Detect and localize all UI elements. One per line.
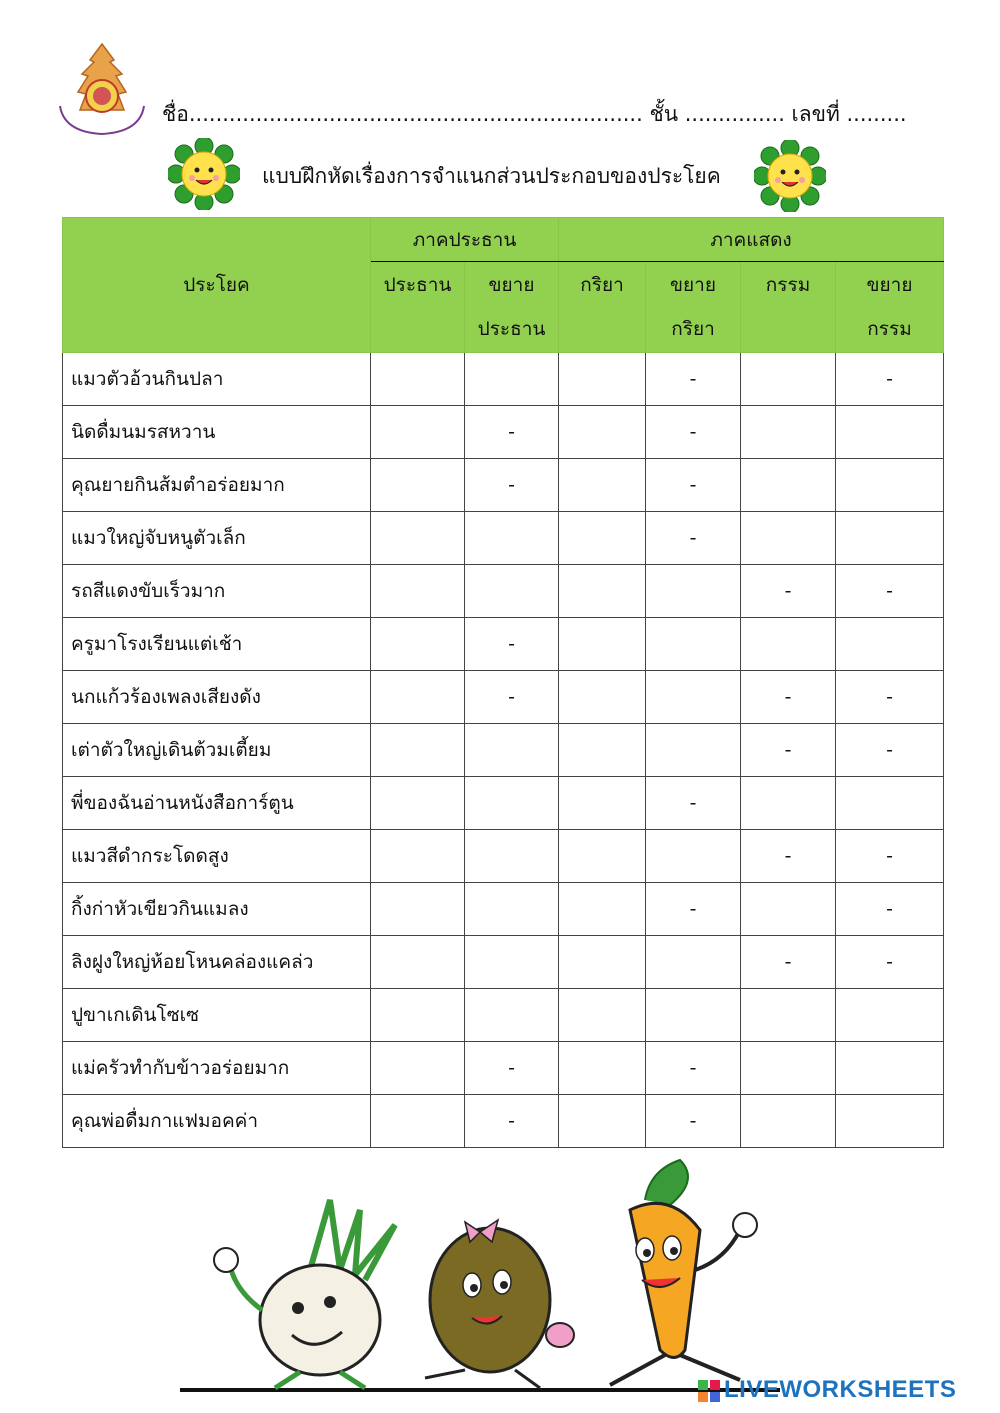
answer-cell[interactable] <box>741 406 836 459</box>
header-sub-column <box>465 262 559 353</box>
answer-cell[interactable] <box>646 565 741 618</box>
answer-cell[interactable] <box>371 724 465 777</box>
answer-cell[interactable] <box>371 618 465 671</box>
answer-cell[interactable] <box>465 724 559 777</box>
table-row <box>63 671 944 724</box>
answer-cell[interactable] <box>646 989 741 1042</box>
answer-cell[interactable] <box>465 565 559 618</box>
answer-cell[interactable] <box>836 1095 944 1148</box>
header-sub-column <box>836 262 944 353</box>
table-row <box>63 830 944 883</box>
answer-cell[interactable] <box>836 989 944 1042</box>
answer-cell[interactable] <box>559 459 646 512</box>
answer-cell[interactable] <box>371 406 465 459</box>
header-sub-column <box>559 262 646 353</box>
answer-cell[interactable] <box>836 1042 944 1095</box>
table-row <box>63 406 944 459</box>
sentence-cell: นกแก้วร้องเพลงเสียงดัง <box>63 671 371 724</box>
answer-cell[interactable] <box>741 512 836 565</box>
sentence-cell: พี่ของฉันอ่านหนังสือการ์ตูน <box>63 777 371 830</box>
answer-cell[interactable]: - <box>741 830 836 883</box>
answer-cell[interactable]: - <box>741 565 836 618</box>
answer-cell[interactable] <box>465 353 559 406</box>
answer-cell[interactable] <box>741 459 836 512</box>
answer-cell[interactable] <box>371 883 465 936</box>
header-sub-label: ประธาน <box>477 318 546 340</box>
answer-cell[interactable]: - <box>836 724 944 777</box>
answer-cell[interactable] <box>371 512 465 565</box>
header-sub-label: ขยาย <box>866 274 913 296</box>
answer-cell[interactable] <box>559 777 646 830</box>
sentence-cell: แมวตัวอ้วนกินปลา <box>63 353 371 406</box>
answer-cell[interactable] <box>371 671 465 724</box>
answer-cell[interactable]: - <box>836 883 944 936</box>
answer-cell[interactable] <box>465 936 559 989</box>
sentence-cell: ปูขาเกเดินโซเซ <box>63 989 371 1042</box>
answer-cell[interactable]: - <box>646 883 741 936</box>
answer-cell[interactable]: - <box>646 459 741 512</box>
sentence-cell: กิ้งก่าหัวเขียวกินแมลง <box>63 883 371 936</box>
liveworksheets-logo-icon <box>698 1380 720 1402</box>
sentence-analysis-table <box>62 217 944 1148</box>
answer-cell[interactable]: - <box>465 406 559 459</box>
answer-cell[interactable] <box>559 512 646 565</box>
answer-cell[interactable]: - <box>836 671 944 724</box>
answer-cell[interactable]: - <box>646 777 741 830</box>
answer-cell[interactable] <box>559 406 646 459</box>
table-row <box>63 1095 944 1148</box>
header-sub-column <box>371 262 465 353</box>
answer-cell[interactable] <box>836 459 944 512</box>
table-row <box>63 459 944 512</box>
answer-cell[interactable] <box>559 830 646 883</box>
header-sub-label: กริยา <box>580 274 624 296</box>
answer-cell[interactable] <box>371 830 465 883</box>
sentence-cell: แมวใหญ่จับหนูตัวเล็ก <box>63 512 371 565</box>
answer-cell[interactable] <box>559 671 646 724</box>
table-row <box>63 353 944 406</box>
answer-cell[interactable]: - <box>465 671 559 724</box>
answer-cell[interactable] <box>371 1095 465 1148</box>
table-row <box>63 777 944 830</box>
answer-cell[interactable] <box>559 1095 646 1148</box>
answer-cell[interactable] <box>371 777 465 830</box>
answer-cell[interactable]: - <box>465 1042 559 1095</box>
answer-cell[interactable] <box>646 671 741 724</box>
header-sub-column <box>741 262 836 353</box>
answer-cell[interactable] <box>741 353 836 406</box>
school-logo-icon <box>52 40 152 140</box>
answer-cell[interactable]: - <box>465 1095 559 1148</box>
header-sub-label: กริยา <box>671 318 715 340</box>
sentence-cell: เต่าตัวใหญ่เดินต้วมเตี้ยม <box>63 724 371 777</box>
answer-cell[interactable] <box>559 618 646 671</box>
onion-character-icon <box>214 1200 395 1388</box>
answer-cell[interactable] <box>559 565 646 618</box>
table-row <box>63 989 944 1042</box>
answer-cell[interactable]: - <box>836 353 944 406</box>
header-sub-column <box>646 262 741 353</box>
answer-cell[interactable] <box>646 830 741 883</box>
table-row <box>63 1042 944 1095</box>
answer-cell[interactable] <box>836 777 944 830</box>
sentence-cell: ลิงฝูงใหญ่ห้อยโหนคล่องแคล่ว <box>63 936 371 989</box>
header-sub-label: ขยาย <box>488 274 535 296</box>
answer-cell[interactable] <box>646 936 741 989</box>
answer-cell[interactable] <box>836 406 944 459</box>
answer-cell[interactable] <box>559 1042 646 1095</box>
answer-cell[interactable] <box>465 830 559 883</box>
table-row <box>63 618 944 671</box>
header-sentence: ประโยค <box>63 218 371 353</box>
answer-cell[interactable] <box>646 618 741 671</box>
header-sub-label: ประธาน <box>383 274 452 296</box>
answer-cell[interactable]: - <box>741 936 836 989</box>
header-sub-label: กรรม <box>867 318 912 340</box>
answer-cell[interactable] <box>371 1042 465 1095</box>
answer-cell[interactable] <box>646 724 741 777</box>
answer-cell[interactable] <box>465 989 559 1042</box>
answer-cell[interactable] <box>371 989 465 1042</box>
sentence-cell: รถสีแดงขับเร็วมาก <box>63 565 371 618</box>
answer-cell[interactable] <box>371 459 465 512</box>
answer-cell[interactable]: - <box>836 830 944 883</box>
answer-cell[interactable] <box>465 777 559 830</box>
smiling-flower-icon <box>754 140 826 212</box>
answer-cell[interactable] <box>465 512 559 565</box>
answer-cell[interactable] <box>741 777 836 830</box>
liveworksheets-watermark <box>698 1376 956 1404</box>
answer-cell[interactable] <box>836 618 944 671</box>
sentence-cell: ครูมาโรงเรียนแต่เช้า <box>63 618 371 671</box>
answer-cell[interactable]: - <box>741 671 836 724</box>
answer-cell[interactable] <box>741 1095 836 1148</box>
smiling-flower-icon <box>168 138 240 210</box>
answer-cell[interactable] <box>741 883 836 936</box>
answer-cell[interactable] <box>741 1042 836 1095</box>
answer-cell[interactable]: - <box>646 512 741 565</box>
answer-cell[interactable] <box>741 618 836 671</box>
answer-cell[interactable] <box>741 989 836 1042</box>
answer-cell[interactable] <box>559 936 646 989</box>
answer-cell[interactable]: - <box>836 565 944 618</box>
table-row <box>63 883 944 936</box>
worksheet-title: แบบฝึกหัดเรื่องการจำแนกส่วนประกอบของประโยค <box>262 164 721 188</box>
answer-cell[interactable]: - <box>465 459 559 512</box>
header-subject-group: ภาคประธาน <box>371 218 559 262</box>
carrot-character-icon <box>610 1160 757 1385</box>
answer-cell[interactable]: - <box>836 936 944 989</box>
sentence-cell: คุณพ่อดื่มกาแฟมอคค่า <box>63 1095 371 1148</box>
answer-cell[interactable] <box>465 883 559 936</box>
sentence-cell: คุณยายกินส้มตำอร่อยมาก <box>63 459 371 512</box>
liveworksheets-text: LIVEWORKSHEETS <box>724 1376 957 1403</box>
table-row <box>63 936 944 989</box>
vegetable-characters-illustration <box>180 1150 800 1400</box>
name-class-number-line: ชื่อ.................................................................... ชั้น ............... เลขที่ ......... <box>162 102 907 126</box>
answer-cell[interactable]: - <box>646 353 741 406</box>
answer-cell[interactable] <box>371 936 465 989</box>
answer-cell[interactable]: - <box>646 1042 741 1095</box>
answer-cell[interactable] <box>559 724 646 777</box>
answer-cell[interactable]: - <box>465 618 559 671</box>
answer-cell[interactable]: - <box>646 406 741 459</box>
sentence-cell: แมวสีดำกระโดดสูง <box>63 830 371 883</box>
answer-cell[interactable] <box>836 512 944 565</box>
answer-cell[interactable] <box>559 883 646 936</box>
answer-cell[interactable]: - <box>741 724 836 777</box>
header-sub-label: กรรม <box>765 274 811 296</box>
sentence-cell: นิดดื่มนมรสหวาน <box>63 406 371 459</box>
answer-cell[interactable]: - <box>646 1095 741 1148</box>
header-sub-label: ขยาย <box>670 274 716 296</box>
sentence-cell: แม่ครัวทำกับข้าวอร่อยมาก <box>63 1042 371 1095</box>
answer-cell[interactable] <box>371 565 465 618</box>
table-row <box>63 565 944 618</box>
answer-cell[interactable] <box>559 989 646 1042</box>
header-predicate-group: ภาคแสดง <box>559 218 944 262</box>
potato-character-icon <box>425 1220 574 1388</box>
table-row <box>63 724 944 777</box>
table-row <box>63 512 944 565</box>
answer-cell[interactable] <box>371 353 465 406</box>
answer-cell[interactable] <box>559 353 646 406</box>
